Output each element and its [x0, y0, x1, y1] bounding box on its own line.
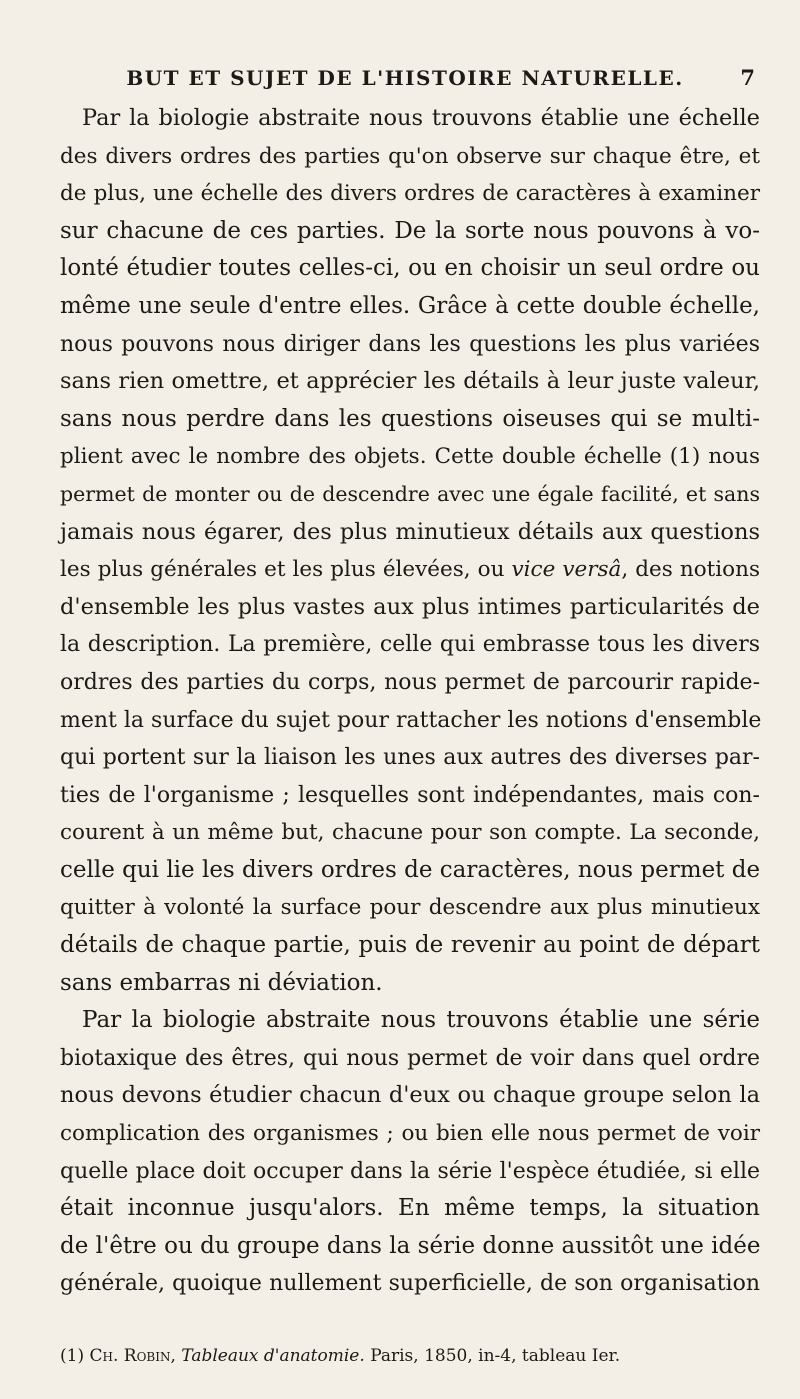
footnote-marker: (1) — [60, 1346, 85, 1366]
footnote-author: Ch. Robin, — [89, 1346, 176, 1366]
text-line: biotaxique des êtres, qui nous permet de voir dans quel ordre — [60, 1045, 760, 1071]
text-line: permet de monter ou de descendre avec une égale facilité, et sans — [60, 481, 760, 506]
text-line: plient avec le nombre des objets. Cette double échelle (1) nous — [60, 444, 760, 470]
footnote-rest: Paris, 1850, in-4, tableau Ier. — [370, 1346, 621, 1366]
footnote — [60, 1344, 760, 1368]
text-line: nous pouvons nous diriger dans les questions les plus variées — [60, 331, 760, 357]
text-line: la description. La première, celle qui embrasse tous les divers — [60, 632, 760, 658]
text-line: sans rien omettre, et apprécier les détails à leur juste valeur, — [60, 368, 760, 395]
text-line: sans nous perdre dans les questions oiseuses qui se multi- — [60, 405, 760, 432]
text-line: générale, quoique nullement superficielle, de son organisation — [60, 1271, 760, 1297]
text-line: sans embarras ni déviation. — [60, 969, 383, 996]
text-line: ment la surface du sujet pour rattacher les notions d'ensemble — [60, 707, 762, 733]
page-number: 7 — [740, 65, 755, 90]
text-line: de l'être ou du groupe dans la série donne aussitôt une idée — [60, 1232, 761, 1259]
running-header — [95, 62, 755, 94]
text-line: des divers ordres des parties qu'on observe sur chaque être, et — [60, 143, 760, 169]
text-line: les plus générales et les plus élevées, ou vice versâ, des notions — [60, 557, 760, 583]
text-line: complication des organismes ; ou bien elle nous permet de voir — [60, 1121, 760, 1147]
text-line: nous devons étudier chacun d'eux ou chaque groupe selon la — [60, 1082, 760, 1109]
italic-phrase: vice versâ — [511, 557, 622, 583]
text-line: de plus, une échelle des divers ordres de caractères à examiner — [60, 181, 760, 207]
text-line: courent à un même but, chacune pour son compte. La seconde, — [60, 820, 760, 846]
text-line: même une seule d'entre elles. Grâce à cette double échelle, — [60, 292, 760, 319]
text-line: Par la biologie abstraite nous trouvons établie une échelle — [82, 105, 760, 131]
text-line: ties de l'organisme ; lesquelles sont indépendantes, mais con- — [60, 782, 760, 808]
text-line: qui portent sur la liaison les unes aux autres des diverses par- — [60, 745, 760, 771]
text-line: quitter à volonté la surface pour descendre aux plus minutieux — [60, 895, 760, 921]
footnote-work: Tableaux d'anatomie. — [181, 1346, 365, 1366]
text-line: était inconnue jusqu'alors. En même temps, la situation — [60, 1195, 760, 1222]
text-line: d'ensemble les plus vastes aux plus intimes particularités de — [60, 593, 760, 620]
text-line: celle qui lie les divers ordres de caractères, nous permet de — [60, 856, 761, 883]
text-line: Par la biologie abstraite nous trouvons établie une série — [82, 1007, 760, 1034]
text-line: détails de chaque partie, puis de revenir au point de départ — [60, 932, 760, 959]
text-line: quelle place doit occuper dans la série l'espèce étudiée, si elle — [60, 1158, 760, 1184]
text-line: lonté étudier toutes celles-ci, ou en choisir un seul ordre ou — [60, 255, 760, 282]
body-text — [60, 100, 760, 1303]
header-title: BUT ET SUJET DE L'HISTOIRE NATURELLE. — [126, 66, 684, 90]
text-line: ordres des parties du corps, nous permet de parcourir rapide- — [60, 669, 760, 695]
text-line: jamais nous égarer, des plus minutieux détails aux questions — [60, 518, 760, 545]
text-line: sur chacune de ces parties. De la sorte nous pouvons à vo- — [60, 217, 760, 244]
